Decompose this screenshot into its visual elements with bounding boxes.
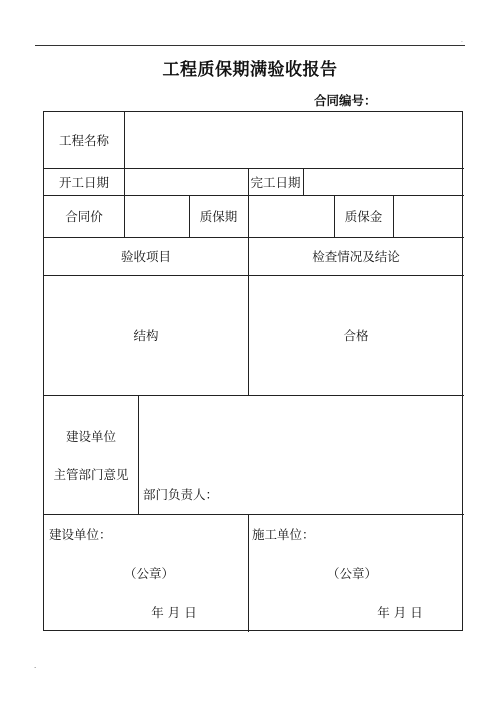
inspection-item-header: 验收项目 [120,249,171,264]
corner-mark: . [461,37,463,44]
contract-price-field[interactable] [125,195,189,237]
inspection-result-header: 检查情况及结论 [312,249,400,264]
header-rule [35,45,465,46]
completion-date-field[interactable] [304,168,463,195]
acceptance-form-table [43,111,463,631]
footer-mark: . [34,662,37,670]
owner-unit-signature-label: 建设单位： [49,527,112,542]
warranty-period-field[interactable] [249,195,334,237]
warranty-deposit-label: 质保金 [344,209,383,224]
start-date-label: 开工日期 [58,174,109,190]
completion-date-label: 完工日期 [250,174,301,190]
contract-number-label: 合同编号： [314,93,377,108]
row-divider [44,514,464,515]
official-seal-right: （公章） [326,566,377,581]
contract-price-label: 合同价 [65,209,103,224]
signature-date-right: 年 月 日 [377,605,423,620]
project-name-label: 工程名称 [58,133,109,148]
contractor-unit-signature-label: 施工单位： [252,527,315,542]
authority-opinion-label: 主管部门意见 [53,467,129,482]
project-name-field[interactable] [125,112,463,168]
col-divider [138,395,139,514]
inspection-item-structure: 结构 [133,328,159,343]
warranty-period-label: 质保期 [199,209,238,224]
warranty-deposit-field[interactable] [394,195,463,237]
start-date-field[interactable] [125,168,248,195]
signature-date-left: 年 月 日 [151,605,197,620]
department-head-label: 部门负责人： [143,487,219,502]
inspection-result-qualified: 合格 [343,328,369,343]
row-divider [44,395,464,396]
official-seal-left: （公章） [123,566,174,581]
col-divider [248,514,249,632]
document-title: 工程质保期满验收报告 [162,60,338,80]
owner-unit-label: 建设单位 [65,429,116,444]
